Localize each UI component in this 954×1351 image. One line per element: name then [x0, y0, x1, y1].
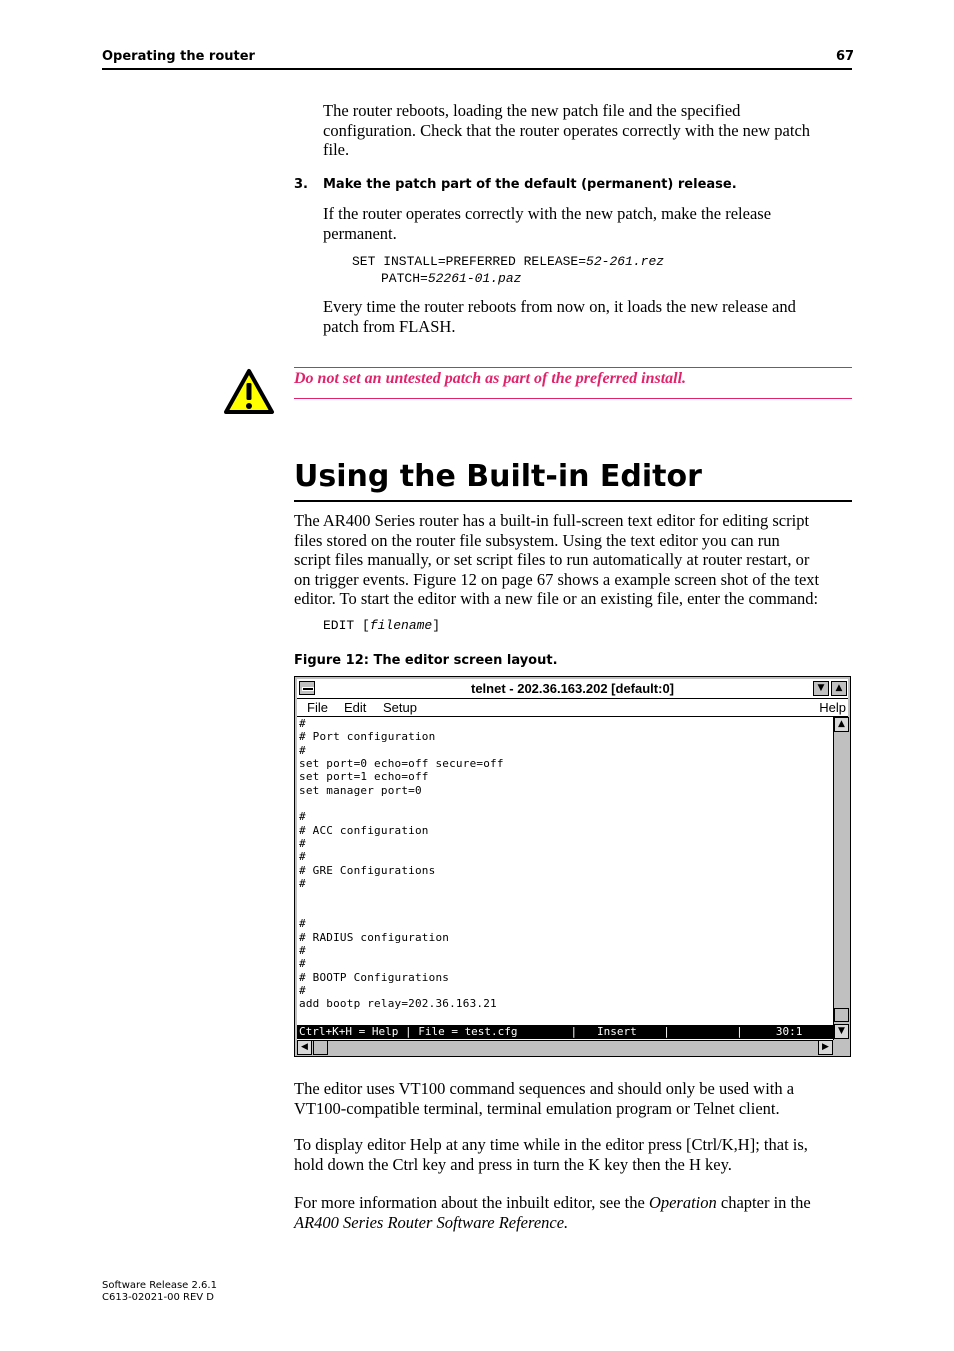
edit-command: EDIT [filename]	[323, 618, 441, 633]
text-line: If the router operates correctly with the new patch, make the release	[323, 204, 772, 223]
terminal-line: set manager port=0	[299, 784, 422, 797]
terminal-line: #	[299, 944, 306, 957]
step-paragraph	[323, 204, 771, 243]
terminal-line: # BOOTP Configurations	[299, 971, 450, 984]
text-line: patch from FLASH.	[323, 316, 456, 336]
text-line: script files manually, or set script files to run automatically at router restart, or	[294, 550, 810, 569]
running-header-title: Operating the router	[102, 49, 255, 64]
step-paragraph-2	[323, 297, 796, 336]
terminal-line: # RADIUS configuration	[299, 931, 450, 944]
text-line: files stored on the router file subsystem. Using the text editor you can run	[294, 530, 780, 550]
terminal-line: #	[299, 744, 306, 757]
text-line: VT100-compatible terminal, terminal emulation program or Telnet client.	[294, 1098, 780, 1118]
text-line: on trigger events. Figure 12 on page 67 shows a example screen shot of the text	[294, 569, 820, 589]
terminal-line: # ACC configuration	[299, 824, 429, 837]
terminal-line: #	[299, 810, 306, 823]
terminal-line: # GRE Configurations	[299, 864, 436, 877]
text-line: For more information about the inbuilt editor, see the Operation chapter in the	[294, 1193, 811, 1212]
text-line: file.	[323, 140, 350, 159]
window-titlebar	[297, 679, 848, 699]
terminal-line: add bootp relay=202.36.163.21	[299, 997, 497, 1010]
text-line: configuration. Check that the router operates correctly with the new patch	[323, 120, 811, 140]
text-line: The router reboots, loading the new patch file and the specified	[323, 101, 741, 120]
terminal-line: #	[299, 717, 306, 730]
minimize-button[interactable]: ▼	[813, 681, 829, 696]
text-line: editor. To start the editor with a new file or an existing file, enter the command:	[294, 589, 819, 608]
window-title: telnet - 202.36.163.202 [default:0]	[470, 681, 675, 696]
section-paragraph	[294, 511, 819, 609]
text-line: The editor uses VT100 command sequences and should only be used with a	[294, 1079, 795, 1098]
terminal-line: #	[299, 917, 306, 930]
intro-paragraph	[323, 101, 810, 160]
menu-bar	[297, 699, 848, 717]
code-line: SET INSTALL=PREFERRED RELEASE=52-261.rez	[352, 254, 665, 269]
text-line: To display editor Help at any time while in the editor press [Ctrl/K,H]; that is,	[294, 1135, 808, 1154]
vertical-scrollbar[interactable]	[833, 717, 849, 1040]
code-line: PATCH=52261-01.paz	[381, 271, 522, 286]
text-line: hold down the Ctrl key and press in turn the K key then the H key.	[294, 1154, 732, 1174]
terminal-line: set port=0 echo=off secure=off	[299, 757, 504, 770]
menu-help[interactable]: Help	[819, 700, 846, 715]
text-line: permanent.	[323, 223, 397, 243]
menu-edit[interactable]: Edit	[344, 700, 367, 715]
text-line: Every time the router reboots from now on, it loads the new release and	[323, 297, 796, 316]
terminal-line: #	[299, 850, 306, 863]
scroll-up-arrow-icon[interactable]: ▲	[834, 717, 849, 732]
closing-paragraph-3	[294, 1193, 811, 1232]
closing-paragraph-1	[294, 1079, 794, 1118]
closing-paragraph-2	[294, 1135, 808, 1174]
scroll-down-arrow-icon[interactable]: ▼	[834, 1024, 849, 1039]
scroll-right-arrow-icon[interactable]: ▶	[818, 1040, 833, 1055]
menu-setup[interactable]: Setup	[383, 700, 417, 715]
terminal-line: #	[299, 984, 306, 997]
hscroll-thumb[interactable]	[313, 1040, 328, 1055]
horizontal-scrollbar[interactable]	[297, 1040, 833, 1055]
warning-top-rule	[294, 367, 852, 368]
menu-file[interactable]: File	[307, 700, 328, 715]
header-rule	[102, 68, 852, 70]
terminal-area[interactable]	[297, 717, 833, 1040]
footer-doc-id: C613-02021-00 REV D	[102, 1292, 214, 1303]
warning-triangle-icon	[223, 368, 275, 416]
heading-rule	[294, 500, 852, 502]
terminal-line: #	[299, 957, 306, 970]
editor-status-bar: Ctrl+K+H = Help | File = test.cfg | Insert | | 30:1	[297, 1025, 833, 1039]
footer-release: Software Release 2.6.1	[102, 1280, 217, 1291]
terminal-line: # Port configuration	[299, 730, 436, 743]
maximize-button[interactable]: ▲	[831, 681, 847, 696]
step-title: Make the patch part of the default (permanent) release.	[323, 177, 737, 192]
warning-bottom-rule	[294, 398, 852, 399]
page-footer	[102, 1280, 217, 1304]
section-heading: Using the Built-in Editor	[294, 459, 702, 494]
warning-text: Do not set an untested patch as part of the preferred install.	[294, 370, 687, 387]
terminal-line: #	[299, 837, 306, 850]
page-number: 67	[836, 49, 855, 64]
text-line: The AR400 Series router has a built-in full-screen text editor for editing script	[294, 511, 810, 530]
text-line: AR400 Series Router Software Reference.	[294, 1212, 569, 1232]
figure-caption: Figure 12: The editor screen layout.	[294, 653, 558, 668]
terminal-line: set port=1 echo=off	[299, 770, 429, 783]
code-block	[352, 253, 664, 287]
telnet-window	[294, 676, 851, 1057]
terminal-line: #	[299, 877, 306, 890]
step-number: 3.	[294, 177, 308, 192]
scroll-thumb[interactable]	[834, 1008, 849, 1022]
scroll-left-arrow-icon[interactable]: ◀	[297, 1040, 312, 1055]
